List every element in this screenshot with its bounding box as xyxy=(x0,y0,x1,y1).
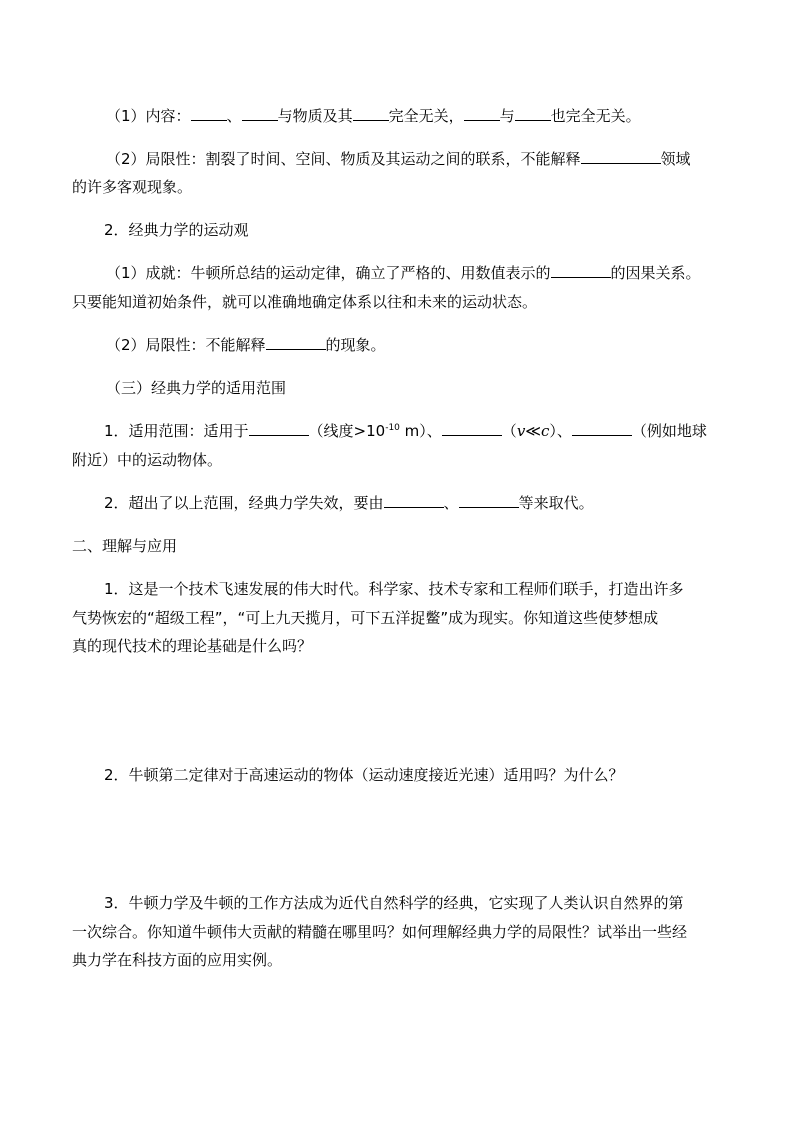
question-1-line-1: 1．这是一个技术飞速发展的伟大时代。科学家、技术专家和工程师们联手，打造出许多 xyxy=(104,580,684,598)
limitation-text: （2）局限性：不能解释 xyxy=(106,336,266,354)
question-3-line-3: 典力学在科技方面的应用实例。 xyxy=(72,951,283,969)
scope-text: 1．适用范围：适用于 xyxy=(104,422,249,440)
blank-field[interactable] xyxy=(551,263,611,278)
blank-field[interactable] xyxy=(191,106,227,121)
section-3-title: （三）经典力学的适用范围 xyxy=(106,379,287,397)
blank-field[interactable] xyxy=(249,421,309,436)
much-less-symbol: ≪ xyxy=(525,422,541,440)
question-3-line-2: 一次综合。你知道牛顿伟大贡献的精髓在哪里吗？如何理解经典力学的局限性？试举出一些经 xyxy=(72,923,688,941)
exponent-text: -10 xyxy=(385,423,400,433)
scope-text: 附近）中的运动物体。 xyxy=(72,451,223,469)
scope-line-2 xyxy=(72,450,222,470)
light-speed-symbol: c xyxy=(541,422,550,440)
scope-text: （ xyxy=(501,422,517,440)
blank-field[interactable] xyxy=(242,106,278,121)
achievement-text: 只要能知道初始条件，就可以准确地确定体系以往和未来的运动状态。 xyxy=(72,293,538,311)
content-text: 完全无关， xyxy=(388,107,464,125)
scope-line xyxy=(104,421,707,441)
question-1-line-2: 气势恢宏的“超级工程”，“可上九天揽月，可下五洋捉鳖”成为现实。你知道这些使梦想成 xyxy=(72,609,659,627)
blank-field[interactable] xyxy=(266,335,326,350)
blank-field[interactable] xyxy=(572,421,632,436)
content-text: 与 xyxy=(499,107,515,125)
limitation-text: （2）局限性：割裂了时间、空间、物质及其运动之间的联系，不能解释 xyxy=(106,150,581,168)
scope-text: m）、 xyxy=(399,422,442,440)
achievement-line xyxy=(106,263,701,283)
beyond-text: 等来取代。 xyxy=(518,494,594,512)
blank-field[interactable] xyxy=(459,493,519,508)
achievement-text: （1）成就：牛顿所总结的运动定律，确立了严格的、用数值表示的 xyxy=(106,264,551,282)
beyond-scope-line xyxy=(104,493,594,513)
motion-limitation-line xyxy=(106,335,386,355)
question-1-line-3: 真的现代技术的理论基础是什么吗？ xyxy=(72,637,313,655)
blank-field[interactable] xyxy=(581,149,661,164)
section-2-title: 2．经典力学的运动观 xyxy=(104,221,249,239)
part-2-title: 二、理解与应用 xyxy=(72,537,178,555)
limitation-text: 的现象。 xyxy=(325,336,386,354)
content-label: （1）内容： xyxy=(106,107,191,125)
scope-text: （线度>10 xyxy=(308,422,386,440)
content-line xyxy=(106,106,641,126)
limitation-line-2 xyxy=(72,177,192,197)
limitation-line xyxy=(106,149,691,169)
question-3-line-1: 3．牛顿力学及牛顿的工作方法成为近代自然科学的经典，它实现了人类认识自然界的第 xyxy=(104,894,684,912)
question-2-line-1: 2．牛顿第二定律对于高速运动的物体（运动速度接近光速）适用吗？为什么？ xyxy=(104,766,624,784)
achievement-text: 的因果关系。 xyxy=(610,264,701,282)
blank-field[interactable] xyxy=(515,106,551,121)
blank-field[interactable] xyxy=(464,106,500,121)
scope-text: （例如地球 xyxy=(631,422,707,440)
separator-text: 、 xyxy=(443,494,459,512)
velocity-symbol: v xyxy=(516,422,526,440)
separator-text: 、 xyxy=(226,107,242,125)
beyond-text: 2．超出了以上范围，经典力学失效，要由 xyxy=(104,494,384,512)
blank-field[interactable] xyxy=(353,106,389,121)
limitation-text: 的许多客观现象。 xyxy=(72,178,193,196)
limitation-text: 领域 xyxy=(660,150,691,168)
achievement-line-2 xyxy=(72,292,537,312)
content-text: 与物质及其 xyxy=(277,107,353,125)
blank-field[interactable] xyxy=(384,493,444,508)
scope-text: ）、 xyxy=(549,422,572,440)
blank-field[interactable] xyxy=(442,421,502,436)
content-text: 也完全无关。 xyxy=(550,107,641,125)
